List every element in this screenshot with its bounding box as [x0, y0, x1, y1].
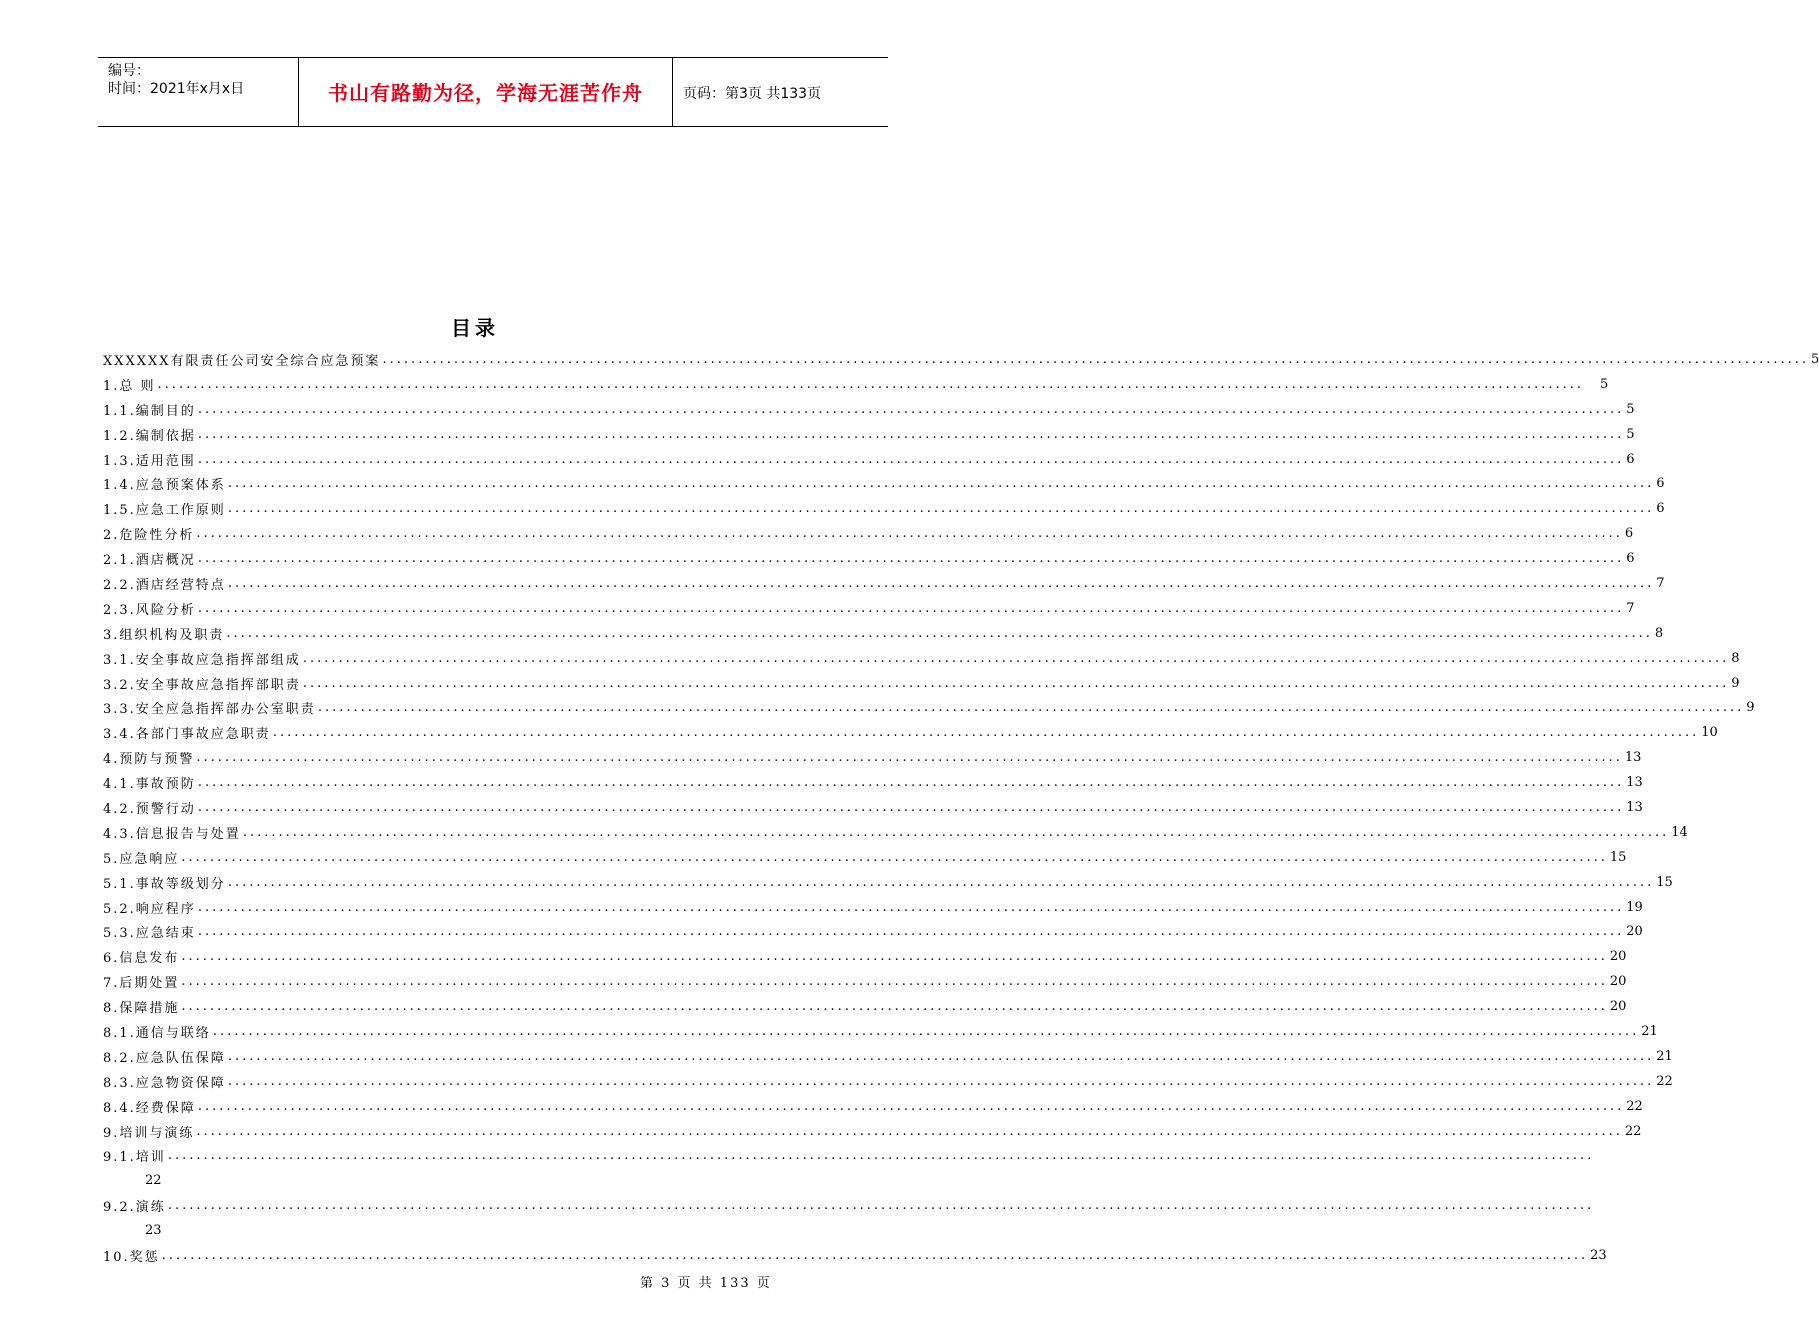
toc-entry[interactable]	[103, 571, 1665, 596]
toc-entry-title: 1.3.适用范围	[103, 453, 196, 469]
toc-entry-page: 19	[1626, 899, 1643, 915]
toc-dot-leader: ........................................................................................................................................................................................................	[157, 376, 1585, 392]
toc-dot-leader: ........................................................................................................................................................................................................	[227, 476, 1655, 492]
toc-entry[interactable]	[103, 969, 1627, 994]
toc-entry-page: 6	[1624, 526, 1634, 542]
toc-entry-title: 8.保障措施	[103, 1001, 180, 1017]
toc-entry[interactable]	[103, 347, 1819, 372]
toc-entry-title: 3.2.安全事故应急指挥部职责	[103, 677, 301, 693]
toc-entry[interactable]	[103, 646, 1740, 671]
toc-dot-leader: ........................................................................................................................................................................................................	[197, 426, 1625, 442]
toc-entry[interactable]	[103, 447, 1635, 472]
toc-entry-title: 2.2.酒店经营特点	[103, 577, 226, 593]
toc-entry-title: 10.奖惩	[103, 1250, 160, 1265]
toc-entry[interactable]	[103, 1044, 1673, 1069]
toc-entry[interactable]	[103, 1094, 1643, 1119]
toc-entry[interactable]	[103, 845, 1627, 870]
toc-dot-leader: ........................................................................................................................................................................................................	[317, 700, 1745, 716]
toc-dot-leader: ........................................................................................................................................................................................................	[227, 575, 1655, 591]
toc-dot-leader: ........................................................................................................................................................................................................	[227, 501, 1655, 517]
toc-entry-title: 1.1.编制目的	[103, 403, 196, 419]
toc-entry[interactable]	[103, 1119, 1642, 1144]
toc-entry[interactable]	[103, 1193, 1595, 1218]
toc-entry-page: 22	[145, 1173, 162, 1189]
toc-entry-page: 7	[1626, 600, 1635, 616]
toc-entry-page: 15	[1656, 874, 1673, 890]
toc-entry[interactable]	[103, 1019, 1658, 1044]
toc-entry-title: 9.1.培训	[103, 1150, 166, 1166]
toc-entry-page: 23	[1590, 1248, 1607, 1263]
toc-dot-leader: ........................................................................................................................................................................................................	[197, 924, 1625, 940]
toc-entry-title: 4.3.信息报告与处置	[103, 826, 241, 842]
toc-entry-page: 6	[1656, 476, 1665, 492]
toc-entry-title: 9.培训与演练	[103, 1125, 195, 1141]
toc-dot-leader: ........................................................................................................................................................................................................	[227, 1048, 1655, 1064]
toc-dot-leader: ........................................................................................................................................................................................................	[197, 899, 1625, 915]
toc-entry-page: 13	[1626, 775, 1643, 791]
toc-entry-title: 1.总 则	[103, 378, 156, 394]
toc-entry-page: 22	[1656, 1073, 1673, 1089]
toc-entry-page: 5	[1626, 401, 1635, 417]
toc-entry-title: 3.3.安全应急指挥部办公室职责	[103, 702, 316, 718]
toc-dot-leader: ........................................................................................................................................................................................................	[181, 974, 1608, 990]
toc-entry[interactable]	[103, 745, 1642, 770]
toc-dot-leader: ........................................................................................................................................................................................................	[167, 1198, 1595, 1214]
toc-entry[interactable]	[103, 671, 1740, 696]
toc-entry-page: 10	[1701, 725, 1718, 741]
toc-entry-title: 5.应急响应	[103, 851, 180, 867]
toc-entry-page: 22	[1626, 1098, 1643, 1114]
toc-entry-page: 20	[1609, 949, 1627, 965]
toc-entry[interactable]	[103, 496, 1665, 521]
toc-entry-title: 4.1.事故预防	[103, 777, 196, 793]
toc-entry[interactable]	[103, 720, 1718, 745]
toc-dot-leader: ........................................................................................................................................................................................................	[181, 949, 1608, 965]
toc-entry-title: 1.4.应急预案体系	[103, 478, 226, 494]
toc-dot-leader: ........................................................................................................................................................................................................	[197, 551, 1625, 567]
toc-entry-page: 14	[1671, 824, 1688, 840]
toc-dot-leader: ........................................................................................................................................................................................................	[161, 1248, 1589, 1263]
toc-entry[interactable]	[103, 820, 1688, 845]
toc-dot-leader: ........................................................................................................................................................................................................	[242, 824, 1670, 840]
toc-entry-page: 6	[1656, 501, 1665, 517]
toc-entry-page: 20	[1609, 974, 1627, 990]
toc-entry[interactable]	[103, 895, 1643, 920]
toc-entry-page: 5	[1600, 376, 1609, 392]
toc-entry-page: 8	[1731, 650, 1740, 666]
header-page-indicator: 页码：第3页 共133页	[683, 86, 822, 102]
document-number-label: 编号：	[108, 63, 150, 79]
toc-entry[interactable]	[103, 944, 1627, 969]
toc-entry[interactable]	[103, 596, 1635, 621]
toc-entry[interactable]	[103, 919, 1643, 944]
toc-entry-title: 5.3.应急结束	[103, 926, 196, 942]
toc-dot-leader: ........................................................................................................................................................................................................	[196, 526, 1623, 542]
document-time-label: 时间：2021年x月x日	[108, 81, 245, 97]
toc-entry[interactable]	[103, 1243, 1607, 1268]
toc-dot-leader: ........................................................................................................................................................................................................	[197, 451, 1625, 467]
toc-entry-page: 20	[1609, 999, 1627, 1015]
toc-entry-page: 21	[1641, 1023, 1658, 1039]
toc-entry-page: 6	[1626, 551, 1635, 567]
toc-entry-page: 20	[1626, 924, 1643, 940]
toc-entry-page: 21	[1656, 1048, 1673, 1064]
toc-entry-title: 1.5.应急工作原则	[103, 503, 226, 519]
toc-entry-title: 4.2.预警行动	[103, 801, 196, 817]
toc-dot-leader: ........................................................................................................................................................................................................	[226, 625, 1653, 641]
toc-entry-title: 1.2.编制依据	[103, 428, 196, 444]
toc-dot-leader: ........................................................................................................................................................................................................	[197, 401, 1625, 417]
toc-entry-title: 3.组织机构及职责	[103, 627, 225, 643]
toc-dot-leader: ........................................................................................................................................................................................................	[167, 1148, 1595, 1164]
toc-dot-leader: ........................................................................................................................................................................................................	[181, 849, 1608, 865]
toc-entry-title: 3.1.安全事故应急指挥部组成	[103, 652, 301, 668]
toc-dot-leader: ........................................................................................................................................................................................................	[302, 650, 1730, 666]
header-page-cell	[673, 58, 888, 126]
toc-entry-page: 7	[1656, 575, 1665, 591]
toc-entry[interactable]	[103, 621, 1664, 646]
toc-entry[interactable]	[103, 372, 1609, 397]
toc-entry-page: 8	[1654, 625, 1664, 641]
toc-entry-title: 9.2.演练	[103, 1200, 166, 1216]
toc-dot-leader: ........................................................................................................................................................................................................	[197, 799, 1625, 815]
toc-dot-leader: ........................................................................................................................................................................................................	[227, 1073, 1655, 1089]
toc-entry-title: 4.预防与预警	[103, 752, 195, 768]
toc-entry[interactable]	[103, 546, 1635, 571]
toc-entry-title: 7.后期处置	[103, 976, 180, 992]
toc-dot-leader: ........................................................................................................................................................................................................	[227, 874, 1655, 890]
toc-entry[interactable]	[103, 695, 1755, 720]
toc-entry[interactable]	[103, 397, 1635, 422]
toc-entry-page: 9	[1746, 700, 1755, 716]
toc-entry-title: 2.1.酒店概况	[103, 553, 196, 569]
toc-dot-leader: ........................................................................................................................................................................................................	[212, 1023, 1640, 1039]
toc-dot-leader: ........................................................................................................................................................................................................	[181, 999, 1608, 1015]
toc-dot-leader: ........................................................................................................................................................................................................	[197, 1098, 1625, 1114]
toc-entry[interactable]	[103, 870, 1673, 895]
toc-entry[interactable]	[103, 521, 1634, 546]
toc-entry-title: 5.2.响应程序	[103, 901, 196, 917]
toc-entry-title: 8.3.应急物资保障	[103, 1075, 226, 1091]
toc-entry-title: XXXXXX有限责任公司安全综合应急预案	[103, 353, 381, 369]
toc-entry[interactable]	[103, 994, 1627, 1019]
toc-entry-page: 13	[1626, 799, 1643, 815]
toc-entry[interactable]	[103, 471, 1665, 496]
toc-dot-leader: ........................................................................................................................................................................................................	[197, 600, 1625, 616]
header-motto-cell	[299, 58, 673, 126]
toc-dot-leader: ........................................................................................................................................................................................................	[196, 750, 1623, 766]
toc-entry-title: 2.3.风险分析	[103, 602, 196, 618]
toc-entry-title: 3.4.各部门事故应急职责	[103, 727, 271, 743]
toc-entry-page: 15	[1609, 849, 1627, 865]
toc-entry[interactable]	[103, 1069, 1673, 1094]
toc-entry-title: 8.4.经费保障	[103, 1100, 196, 1116]
page-header	[98, 57, 888, 127]
toc-dot-leader: ........................................................................................................................................................................................................	[382, 351, 1809, 367]
toc-entry[interactable]	[103, 422, 1635, 447]
header-motto: 书山有路勤为径，学海无涯苦作舟	[328, 81, 643, 105]
toc-entry-page: 5	[1811, 351, 1819, 367]
toc-dot-leader: ........................................................................................................................................................................................................	[302, 675, 1730, 691]
toc-entry-title: 6.信息发布	[103, 951, 180, 967]
toc-dot-leader: ........................................................................................................................................................................................................	[196, 1123, 1623, 1139]
toc-entry-title: 8.1.通信与联络	[103, 1025, 211, 1041]
toc-dot-leader: ........................................................................................................................................................................................................	[197, 775, 1625, 791]
toc-entry-page: 13	[1624, 750, 1642, 766]
toc-entry-title: 2.危险性分析	[103, 528, 195, 544]
header-info-cell	[98, 58, 299, 126]
page-footer: 第 3 页 共 133 页	[640, 1276, 772, 1291]
toc-entry[interactable]	[103, 795, 1643, 820]
toc-entry-page: 22	[1624, 1123, 1642, 1139]
table-of-contents	[103, 347, 1819, 1268]
toc-entry-page: 5	[1626, 426, 1635, 442]
toc-entry-page: 6	[1626, 451, 1635, 467]
toc-entry[interactable]	[103, 1144, 1595, 1169]
toc-entry-title: 8.2.应急队伍保障	[103, 1050, 226, 1066]
toc-entry-title: 5.1.事故等级划分	[103, 876, 226, 892]
toc-entry-page: 23	[145, 1223, 162, 1239]
toc-title: 目录	[451, 316, 499, 340]
toc-dot-leader: ........................................................................................................................................................................................................	[272, 725, 1700, 741]
toc-entry-page: 9	[1731, 675, 1740, 691]
toc-entry[interactable]	[103, 770, 1643, 795]
